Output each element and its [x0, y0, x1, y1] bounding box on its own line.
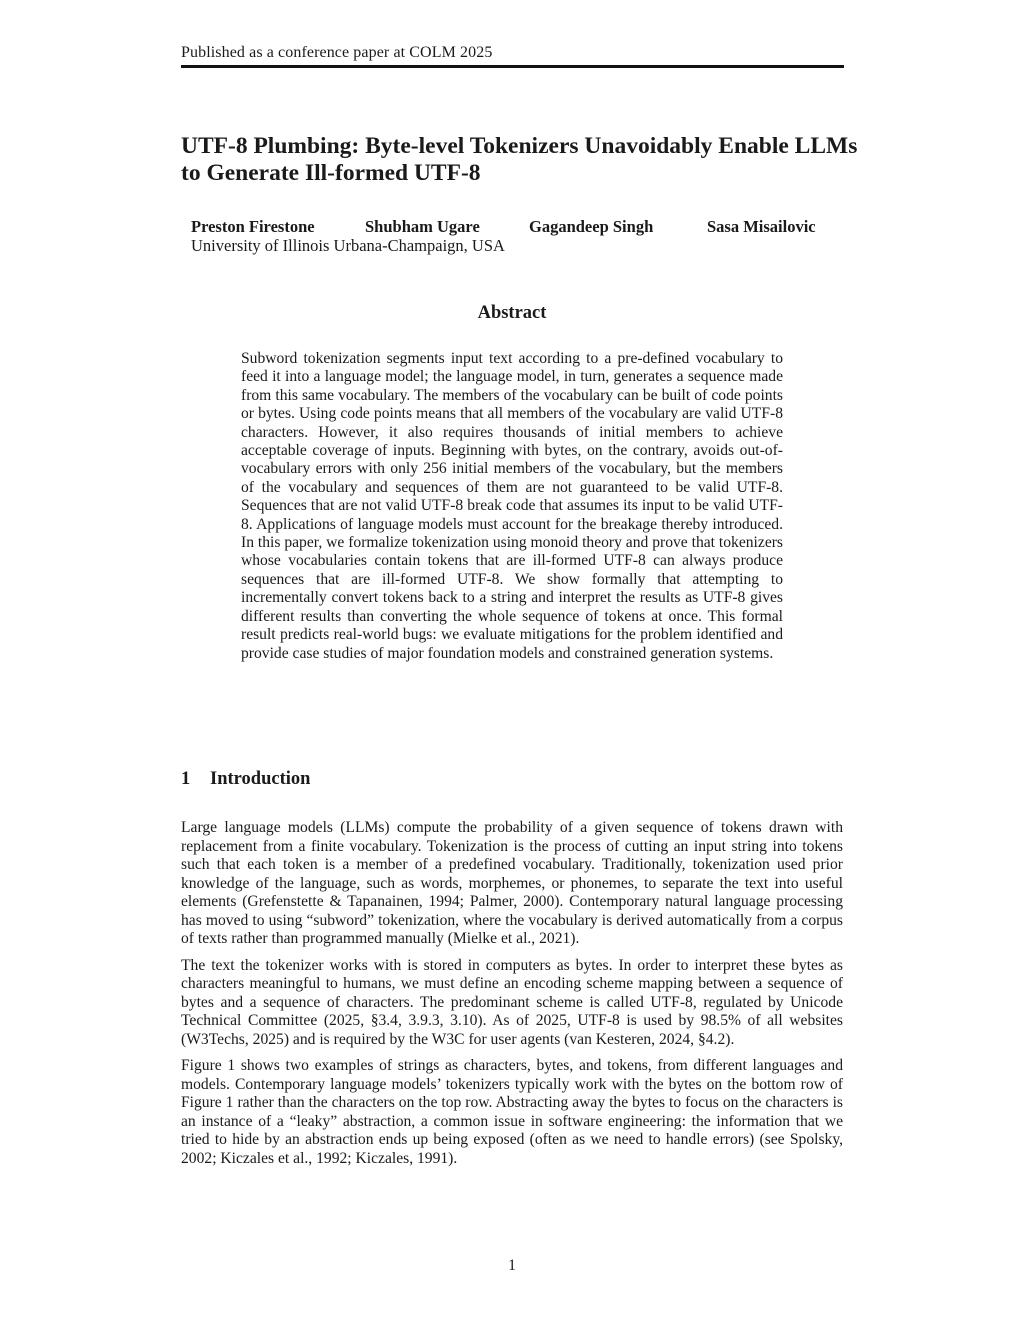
author-name: Shubham Ugare [365, 217, 480, 236]
author-name: Sasa Misailovic [707, 217, 816, 236]
section-number: 1 [181, 769, 191, 789]
body-paragraph: Figure 1 shows two examples of strings as characters, bytes, and tokens, from different languages and models. Contemporary language models’ tokenizers typically work with the bytes on the bottom row of Figure 1 rather than the characters on the top row. Abstracting away the bytes to focus on the characters is an instance of a “leaky” abstraction, a common issue in software engineering: the information that we tried to hide by an abstraction ends up being exposed (often as we need to handle errors) (see Spolsky, 2002; Kiczales et al., 1992; Kiczales, 1991). [181, 1057, 843, 1167]
abstract-heading: Abstract [477, 303, 547, 323]
affiliation: University of Illinois Urbana-Champaign, USA [191, 236, 505, 255]
section-title: Introduction [210, 769, 311, 789]
paper-title: UTF-8 Plumbing: Byte-level Tokenizers Unavoidably Enable LLMs to Generate Ill-formed UTF-8 [181, 133, 858, 186]
running-head: Published as a conference paper at COLM 2025 [181, 44, 493, 61]
introduction-body [181, 819, 843, 1176]
author-name: Gagandeep Singh [529, 217, 654, 236]
abstract-text: Subword tokenization segments input text according to a pre-defined vocabulary to feed it into a language model; the language model, in turn, generates a sequence made from this same vocabulary. The members of the vocabulary can be built of code points or bytes. Using code points means that all members of the vocabulary are valid UTF-8 characters. However, it also requires thousands of initial members to achieve acceptable coverage of inputs. Beginning with bytes, on the contrary, avoids out-of-vocabulary errors with only 256 initial members of the vocabulary, but the members of the vocabulary and sequences of them are not guaranteed to be valid UTF-8. Sequences that are not valid UTF-8 break code that assumes its input to be valid UTF-8. Applications of language models must account for the breakage thereby introduced. In this paper, we formalize tokenization using monoid theory and prove that tokenizers whose vocabularies contain tokens that are ill-formed UTF-8 can always produce sequences that are ill-formed UTF-8. We show formally that attempting to incrementally convert tokens back to a string and interpret the results as UTF-8 gives different results than converting the whole sequence of tokens at once. This formal result predicts real-world bugs: we evaluate mitigations for the problem identified and provide case studies of major foundation models and constrained generation systems. [241, 350, 783, 662]
body-paragraph: The text the tokenizer works with is stored in computers as bytes. In order to interpret these bytes as characters meaningful to humans, we must define an encoding scheme mapping between a sequence of bytes and a sequence of characters. The predominant scheme is called UTF-8, regulated by Unicode Technical Committee (2025, §3.4, 3.9.3, 3.10). As of 2025, UTF-8 is used by 98.5% of all websites (W3Techs, 2025) and is required by the W3C for user agents (van Kesteren, 2024, §4.2). [181, 956, 843, 1048]
header-rule [181, 65, 844, 68]
author-name: Preston Firestone [191, 217, 315, 236]
author-list [191, 217, 831, 237]
section-heading [181, 769, 310, 790]
body-paragraph: Large language models (LLMs) compute the probability of a given sequence of tokens drawn with replacement from a finite vocabulary. Tokenization is the process of cutting an input string into tokens such that each token is a member of a predefined vocabulary. Traditionally, tokenization used prior knowledge of the language, such as words, morphemes, or phonemes, to separate the text into useful elements (Grefenstette & Tapanainen, 1994; Palmer, 2000). Contemporary natural language processing has moved to using “subword” tokenization, where the vocabulary is derived automatically from a corpus of texts rather than programmed manually (Mielke et al., 2021). [181, 819, 843, 947]
page-number: 1 [508, 1257, 516, 1274]
